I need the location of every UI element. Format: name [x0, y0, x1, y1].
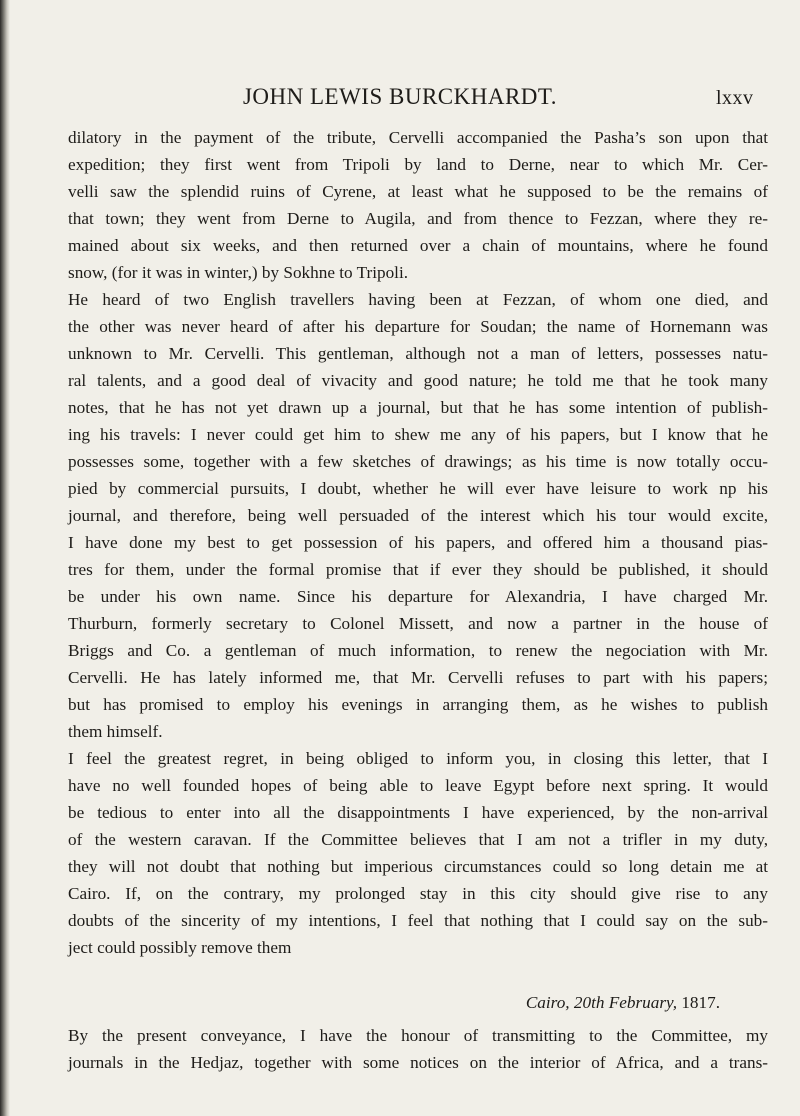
- text-line: but has promised to employ his evenings in arranging them, as he wishes to publish: [68, 695, 768, 714]
- dateline-year: 1817.: [681, 993, 720, 1012]
- text-line: Cairo. If, on the contrary, my prolonged stay in this city should give rise to any: [68, 884, 768, 903]
- text-line: Briggs and Co. a gentleman of much information, to renew the negociation with Mr.: [68, 641, 768, 660]
- page-number: lxxv: [716, 87, 754, 109]
- text-line: ral talents, and a good deal of vivacity and good nature; he told me that he took many: [68, 371, 768, 390]
- text-line: unknown to Mr. Cervelli. This gentleman, although not a man of letters, possesses natu-: [68, 344, 768, 363]
- text-line: doubts of the sincerity of my intentions, I feel that nothing that I could say on the sub-: [68, 911, 768, 930]
- text-line: tres for them, under the formal promise that if ever they should be published, it should: [68, 560, 768, 579]
- text-line: expedition; they first went from Tripoli by land to Derne, near to which Mr. Cer-: [68, 155, 768, 174]
- dateline-place: Cairo,: [525, 993, 570, 1012]
- text-line: they will not doubt that nothing but imperious circumstances could so long detain me at: [68, 857, 768, 876]
- text-line: mained about six weeks, and then returned over a chain of mountains, where he found: [68, 236, 768, 255]
- page-binding-edge: [0, 0, 10, 1116]
- body-text: [68, 124, 768, 1076]
- text-line: have no well founded hopes of being able to leave Egypt before next spring. It would: [68, 776, 768, 795]
- text-line: of the western caravan. If the Committee believes that I am not a trifler in my duty,: [68, 830, 768, 849]
- text-line: velli saw the splendid ruins of Cyrene, at least what he supposed to be the remains of: [68, 182, 768, 201]
- paragraph-2: [68, 286, 768, 745]
- text-line: notes, that he has not yet drawn up a journal, but that he has some intention of publish-: [68, 398, 768, 417]
- text-line: journal, and therefore, being well persuaded of the interest which his tour would excite,: [68, 506, 768, 525]
- text-line: the other was never heard of after his departure for Soudan; the name of Hornemann was: [68, 317, 768, 336]
- text-line: I feel the greatest regret, in being obliged to inform you, in closing this letter, that I: [68, 749, 768, 768]
- paragraph-4: [68, 1022, 768, 1076]
- text-line: Cervelli. He has lately informed me, that Mr. Cervelli refuses to part with his papers;: [68, 668, 768, 687]
- text-line: He heard of two English travellers having been at Fezzan, of whom one died, and: [68, 290, 768, 309]
- text-line: be under his own name. Since his departure for Alexandria, I have charged Mr.: [68, 587, 768, 606]
- text-line: Thurburn, formerly secretary to Colonel Missett, and now a partner in the house of: [68, 614, 768, 633]
- text-line: By the present conveyance, I have the honour of transmitting to the Committee, my: [68, 1026, 768, 1045]
- running-head: [0, 84, 800, 114]
- text-line: them himself.: [68, 722, 163, 741]
- text-line: pied by commercial pursuits, I doubt, whether he will ever have leisure to work np his: [68, 479, 768, 498]
- paragraph-3: [68, 745, 768, 961]
- text-line: ing his travels: I never could get him to shew me any of his papers, but I know that he: [68, 425, 768, 444]
- running-title: JOHN LEWIS BURCKHARDT.: [242, 84, 558, 109]
- paragraph-1: [68, 124, 768, 286]
- text-line: possesses some, together with a few sketches of drawings; as his time is now totally occu-: [68, 452, 768, 471]
- text-line: dilatory in the payment of the tribute, Cervelli accompanied the Pasha’s son upon that: [68, 128, 768, 147]
- text-line: I have done my best to get possession of his papers, and offered him a thousand pias-: [68, 533, 768, 552]
- dateline: [68, 989, 768, 1016]
- text-line: ject could possibly remove them: [68, 938, 292, 957]
- text-line: that town; they went from Derne to Augila, and from thence to Fezzan, where they re-: [68, 209, 768, 228]
- dateline-date: 20th February,: [573, 993, 678, 1012]
- text-line: journals in the Hedjaz, together with some notices on the interior of Africa, and a trans-: [68, 1053, 768, 1072]
- text-line: be tedious to enter into all the disappointments I have experienced, by the non-arrival: [68, 803, 768, 822]
- text-line: snow, (for it was in winter,) by Sokhne to Tripoli.: [68, 263, 409, 282]
